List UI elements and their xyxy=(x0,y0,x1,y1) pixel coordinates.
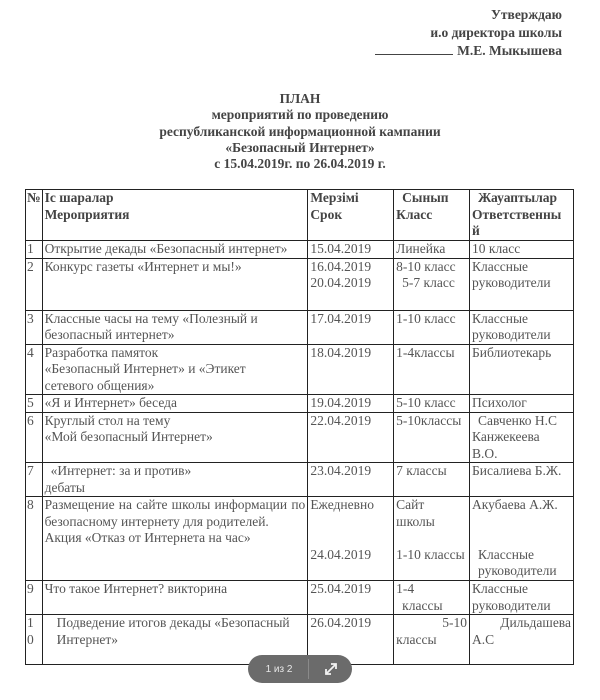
table-row xyxy=(26,310,574,344)
row-event: «Я и Интернет» беседа xyxy=(42,395,308,413)
signature-line xyxy=(375,42,453,55)
row-class: Линейка xyxy=(394,241,470,259)
header-class xyxy=(394,190,470,241)
row-date: 17.04.2019 xyxy=(308,310,394,344)
header-event xyxy=(42,190,308,241)
row-date: Ежедневно 24.04.2019 xyxy=(308,497,394,581)
row-num: 1 xyxy=(26,241,43,259)
header-resp-ru: Ответственны xyxy=(472,206,562,222)
header-event-kz: Іс шаралар xyxy=(44,190,114,205)
header-class-kz: Сынып xyxy=(402,190,449,205)
approval-position: и.о директора школы xyxy=(430,25,562,40)
row-class: 8-10 класс 5-7 класс xyxy=(394,258,470,310)
row-responsible: Классные руководители xyxy=(470,310,574,344)
row-class: Сайт школы 1-10 классы xyxy=(394,497,470,581)
row-class: 5-10 классы xyxy=(394,615,470,665)
header-date xyxy=(308,190,394,241)
row-responsible: Дильдашева А.С xyxy=(470,615,574,665)
table-row xyxy=(26,344,574,395)
table-row xyxy=(26,412,574,463)
plan-table xyxy=(25,189,574,665)
row-responsible: Классные руководители xyxy=(470,258,574,310)
row-responsible: Акубаева А.Ж. Классные руководители xyxy=(470,497,574,581)
row-event: Подведение итогов декады «Безопасный Интернет» xyxy=(42,615,308,665)
row-responsible: Савченко Н.С Канжекеева В.О. xyxy=(470,412,574,463)
row-date: 19.04.2019 xyxy=(308,395,394,413)
row-responsible: Библиотекарь xyxy=(470,344,574,395)
page-navigator xyxy=(248,655,352,683)
row-num: 8 xyxy=(26,497,43,581)
row-class: 1-4 классы xyxy=(394,581,470,615)
row-date: 18.04.2019 xyxy=(308,344,394,395)
row-responsible: Психолог xyxy=(470,395,574,413)
table-row xyxy=(26,581,574,615)
row-responsible: Классные руководители xyxy=(470,581,574,615)
header-date-ru: Срок xyxy=(310,206,343,222)
row-class: 7 классы xyxy=(394,463,470,497)
approval-signature xyxy=(375,42,562,60)
table-row xyxy=(26,463,574,497)
row-event: Круглый стол на тему «Мой безопасный Интернет» xyxy=(42,412,308,463)
row-class: 5-10классы xyxy=(394,412,470,463)
row-date: 22.04.2019 xyxy=(308,412,394,463)
table-row xyxy=(26,497,574,581)
row-event: «Интернет: за и против» дебаты xyxy=(42,463,308,497)
approval-title: Утверждаю xyxy=(490,7,562,22)
heading-dates: с 15.04.2019г. по 26.04.2019 г. xyxy=(214,156,386,172)
table-row xyxy=(26,258,574,310)
row-event: Конкурс газеты «Интернет и мы!» xyxy=(42,258,308,310)
document-heading xyxy=(0,91,600,172)
row-responsible: Бисалиева Б.Ж. xyxy=(470,463,574,497)
table-header-row xyxy=(26,190,574,241)
row-num: 5 xyxy=(26,395,43,413)
row-date: 26.04.2019 xyxy=(308,615,394,665)
row-num: 2 xyxy=(26,258,43,310)
document-title: ПЛАН xyxy=(279,91,321,106)
row-date: 25.04.2019 xyxy=(308,581,394,615)
heading-line-1: мероприятий по проведению xyxy=(211,107,389,123)
row-event: Размещение на сайте школы информации по безопасному интернету для родителей. Акция «Отказ от Интернета на час» xyxy=(42,497,308,581)
table-row xyxy=(26,241,574,259)
row-class: 1-4классы xyxy=(394,344,470,395)
row-date: 15.04.2019 xyxy=(308,241,394,259)
approval-name: М.Е. Мыкышева xyxy=(457,43,562,58)
header-num: № xyxy=(26,190,43,241)
row-class: 5-10 класс xyxy=(394,395,470,413)
heading-line-3: «Безопасный Интернет» xyxy=(225,139,375,155)
header-date-kz: Мерзімі xyxy=(310,190,359,205)
heading-line-2: республиканской информационной кампании xyxy=(159,123,441,139)
approval-block xyxy=(375,6,562,60)
row-num: 6 xyxy=(26,412,43,463)
header-class-ru: Класс xyxy=(396,206,433,222)
row-event: Открытие декады «Безопасный интернет» xyxy=(42,241,308,259)
page-indicator: 1 из 2 xyxy=(265,663,293,675)
row-num: 4 xyxy=(26,344,43,395)
row-date: 16.04.2019 20.04.2019 xyxy=(308,258,394,310)
row-responsible: 10 класс xyxy=(470,241,574,259)
row-event: Классные часы на тему «Полезный и безопасный интернет» xyxy=(42,310,308,344)
row-num: 7 xyxy=(26,463,43,497)
row-event: Что такое Интернет? викторина xyxy=(42,581,308,615)
row-date: 23.04.2019 xyxy=(308,463,394,497)
expand-arrows-icon xyxy=(324,662,338,676)
header-resp-ru-tail: й xyxy=(472,223,480,238)
header-resp-kz: Жауаптылар xyxy=(478,190,558,205)
row-num: 9 xyxy=(26,581,43,615)
row-class: 1-10 класс xyxy=(394,310,470,344)
row-num: 3 xyxy=(26,310,43,344)
header-event-ru: Мероприятия xyxy=(44,206,130,222)
row-num: 10 xyxy=(26,615,43,665)
row-event: Разработка памяток «Безопасный Интернет» и «Этикет сетевого общения» xyxy=(42,344,308,395)
header-responsible xyxy=(470,190,574,241)
table-row xyxy=(26,395,574,413)
expand-button[interactable] xyxy=(309,662,352,676)
